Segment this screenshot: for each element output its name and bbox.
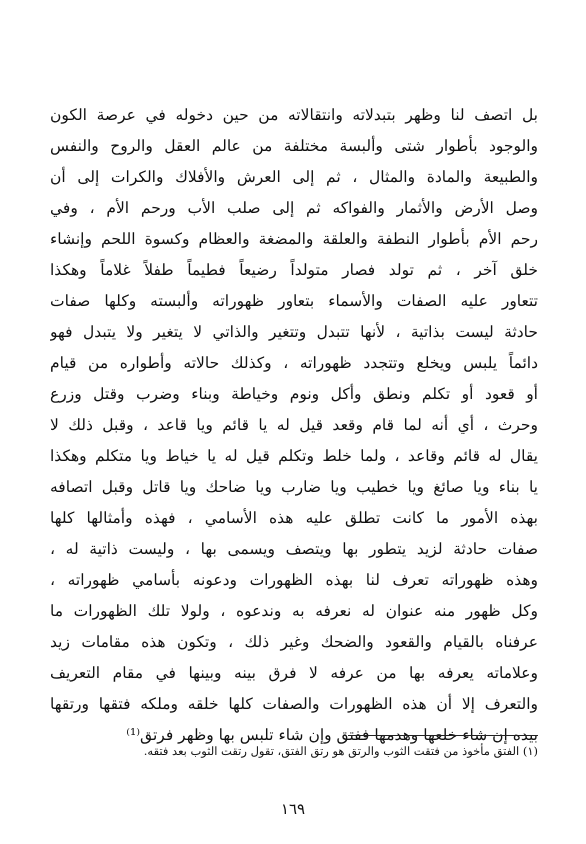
footnote-separator xyxy=(348,735,538,736)
text-line: دائماً يلبس ويخلع وتتجدد ظهوراته ، وكذلك حالاته وأطواره من قيام xyxy=(50,354,538,372)
text-line: صفات حادثة لزيد يتطور بها ويتصف ويسمى بها ، وليست ذاتية له ، xyxy=(50,540,538,558)
text-line: وكل ظهور منه عنوان له نعرفه به وندعوه ، ولولا تلك الظهورات ما xyxy=(50,602,538,620)
text-line: بل اتصف لنا وظهر بتبدلاته وانتقالاته من حين دخوله في عرصة الكون xyxy=(50,106,538,124)
text-line: بهذه الأمور ما كانت تطلق عليه هذه الأسامي ، فهذه وأمثالها كلها xyxy=(50,509,538,527)
page-number: ١٦٩ xyxy=(280,800,306,818)
text-line: تتعاور عليه الصفات والأسماء بتعاور ظهوراته وألبسته وكلها صفات xyxy=(50,292,538,310)
footnote: (١) الفتق مأخوذ من فتقت الثوب والرتق هو رتق الفتق، تقول رتقت الثوب بعد فتقه. xyxy=(143,744,538,758)
text-line: يقال له قائم وقاعد ، ولما خلط وتكلم قيل له يا خياط ويا متكلم وهكذا xyxy=(50,447,538,465)
text-line: وصل الأرض والأثمار والفواكه ثم إلى صلب الأب ورحم الأم ، وفي xyxy=(50,199,538,217)
text-line: أو قعود أو تكلم ونطق وأكل ونوم وخياطة وبناء وضرب وقتل وزرع xyxy=(50,385,538,403)
text-line: حادثة ليست بذاتية ، لأنها تتبدل وتتغير والذاتي لا يتغير ولا يتبدل فهو xyxy=(50,323,538,341)
text-line: عرفناه بالقيام والقعود والضحك وغير ذلك ، وتكون هذه مقامات زيد xyxy=(50,633,538,651)
text-line: والطبيعة والمادة والمثال ، ثم إلى العرش والأفلاك والكرات إلى أن xyxy=(50,168,538,186)
text-line: والتعرف إلا أن هذه الظهورات والصفات كلها خلقه وملكه فتقها ورتقها xyxy=(50,695,538,713)
text-line: وحرث ، أي أنه لما قام وقعد قيل له يا قائم ويا قاعد ، وقبل ذلك لا xyxy=(50,416,538,434)
main-text-block xyxy=(50,100,538,751)
text-line: وعلاماته يعرفه بها من عرفه لا فرق بينه وبينها في مقام التعريف xyxy=(50,664,538,682)
text-line: خلق آخر ، ثم تولد فصار متولداً رضيعاً فطيماً طفلاً غلاماً وهكذا xyxy=(50,261,538,279)
text-line: وهذه ظهوراته تعرف لنا بهذه الظهورات ودعونه بأسامي ظهوراته ، xyxy=(50,571,538,589)
text-line: والوجود بأطوار شتى وألبسة مختلفة من عالم العقل والروح والنفس xyxy=(50,137,538,155)
text-line: يا بناء ويا صائغ ويا خطيب ويا ضارب ويا ضاحك ويا قاتل وقبل اتصافه xyxy=(50,478,538,496)
text-line: بيده إن شاء خلعها وهدمها ففتق وإن شاء تلبس بها وظهر فرتق⁽¹⁾ xyxy=(126,726,538,744)
text-line: رحم الأم بأطوار النطفة والعلقة والمضغة والعظام وكسوة اللحم وإنشاء xyxy=(50,230,538,248)
